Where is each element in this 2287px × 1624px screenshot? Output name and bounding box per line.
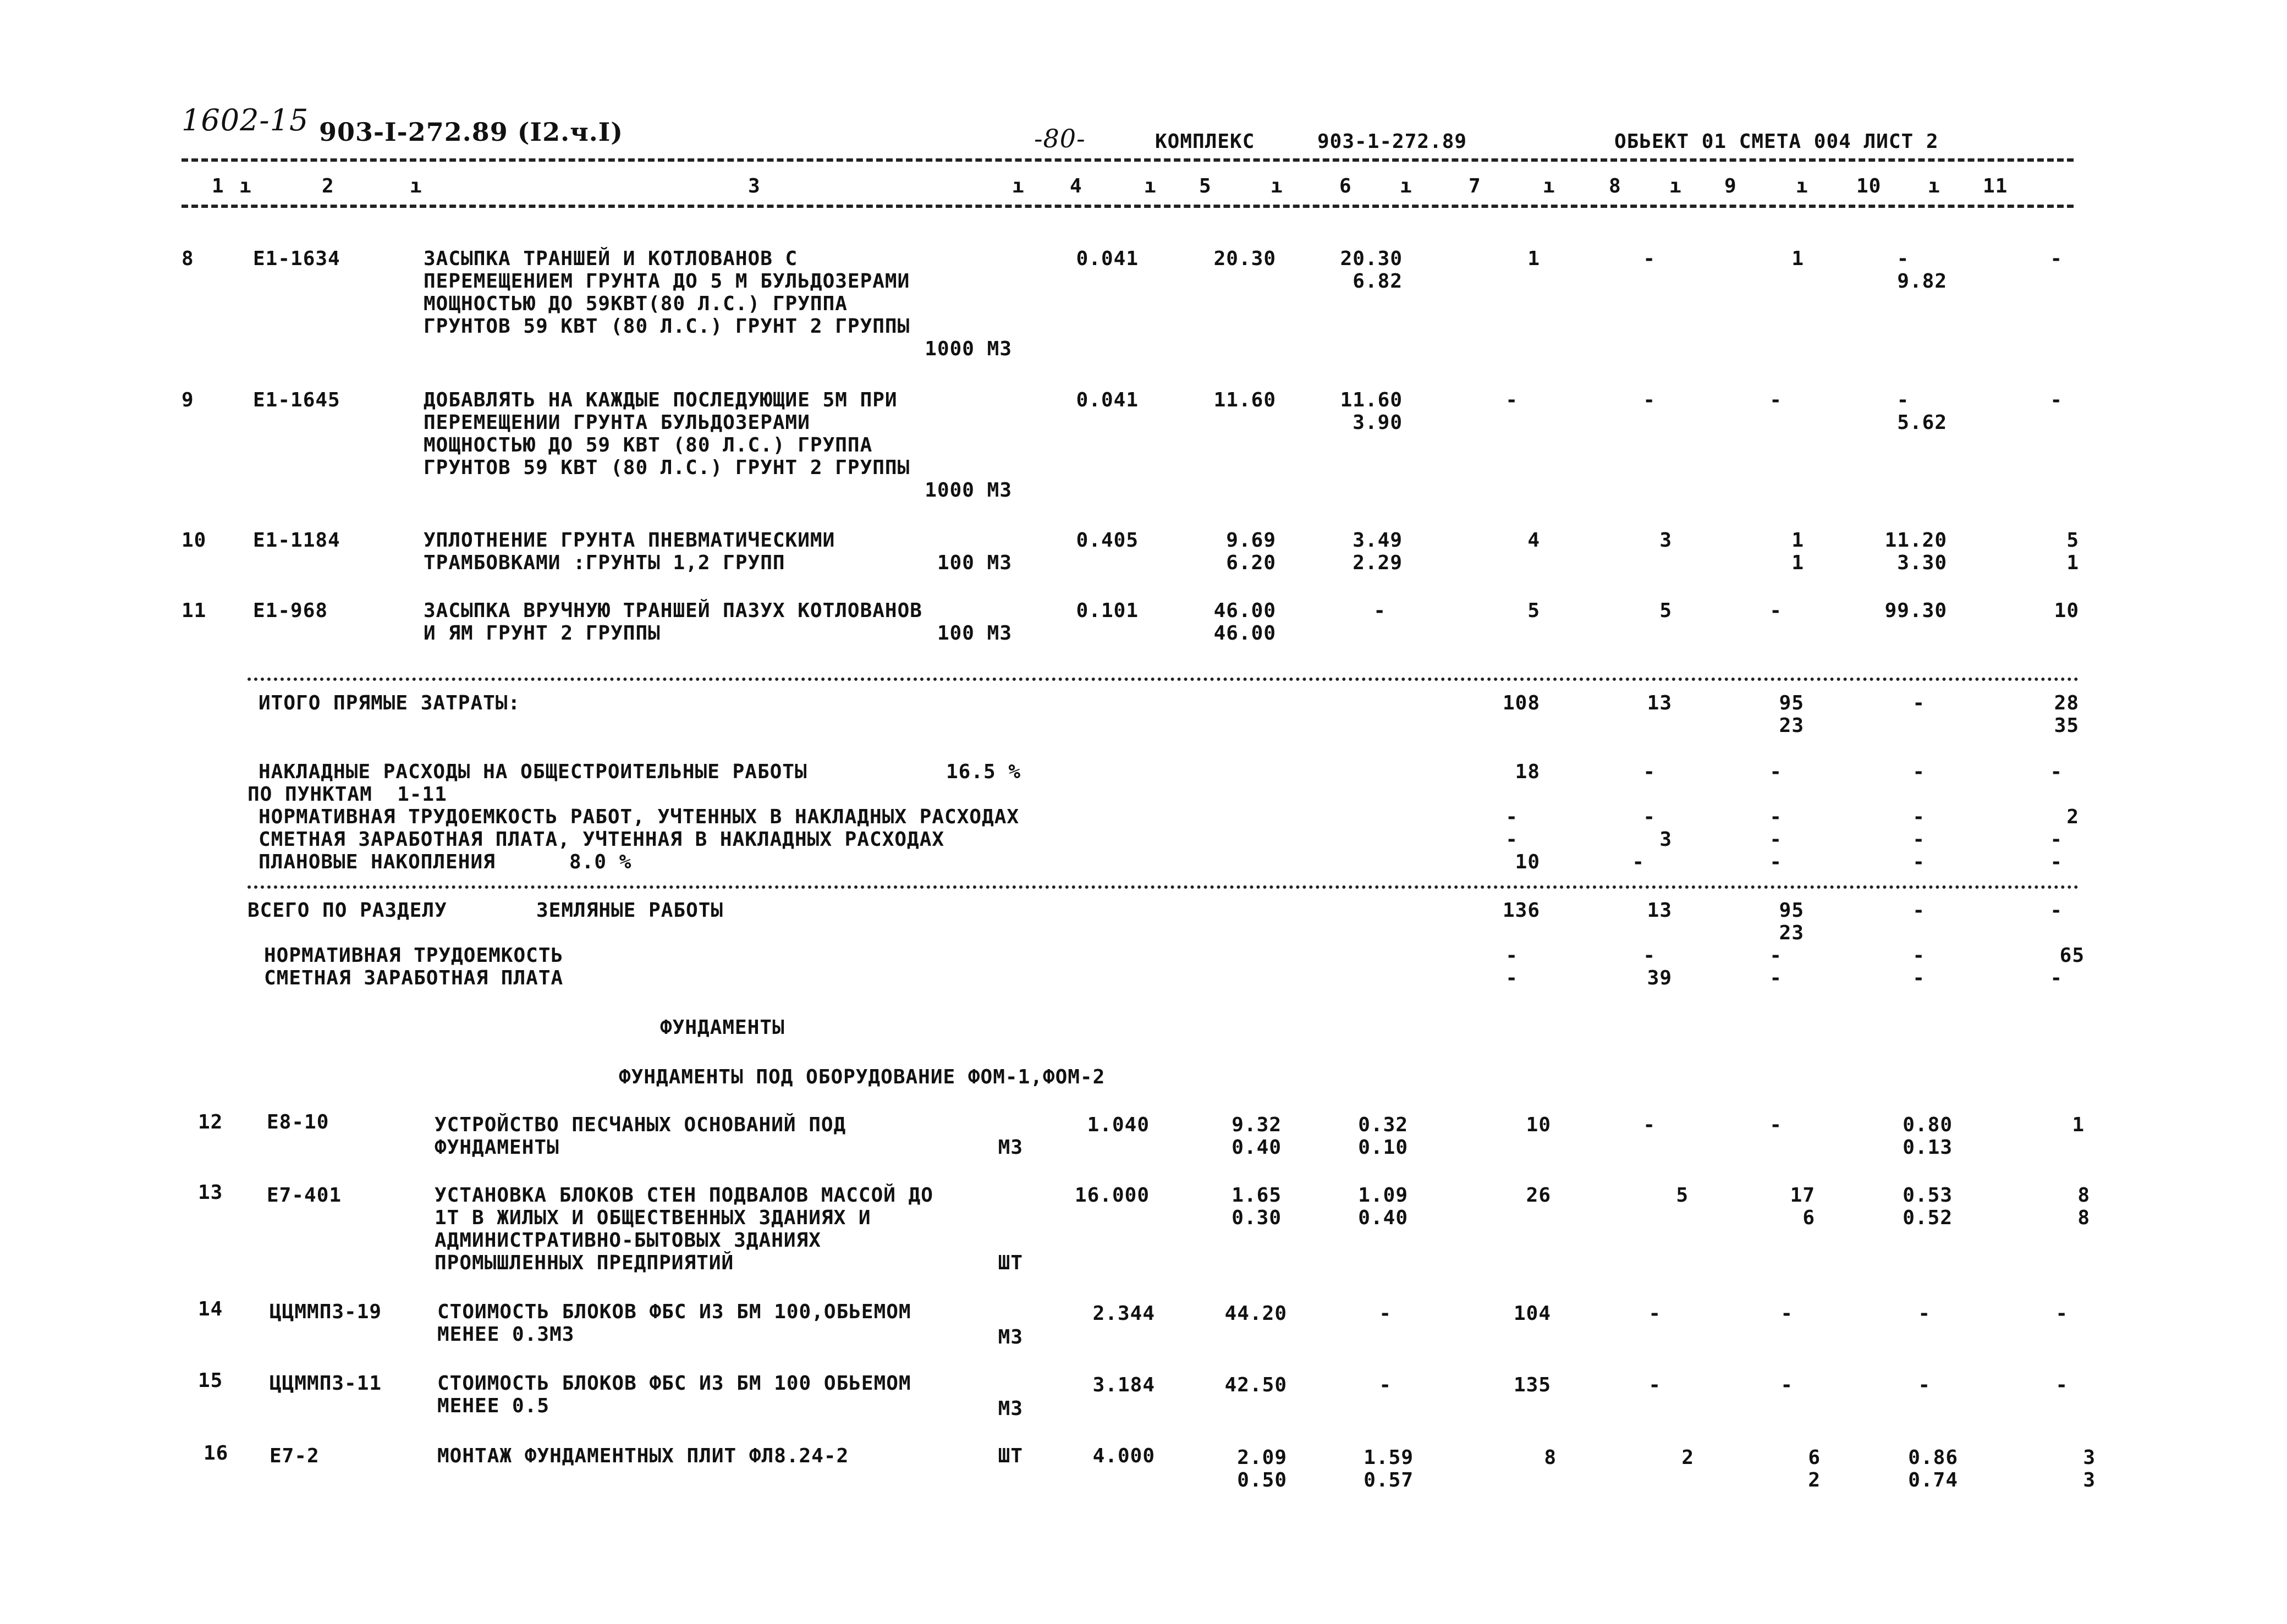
row-c7: -	[1505, 389, 1518, 411]
row-c9: 2	[1808, 1469, 1821, 1491]
row-c7: 8	[1544, 1446, 1557, 1469]
row-unit: ШТ	[998, 1252, 1023, 1274]
row-c7: 104	[1513, 1302, 1551, 1325]
row-c6: 6.82	[1353, 270, 1403, 293]
planned-savings-percent: 8.0 %	[569, 851, 632, 873]
row-unit-cost: 0.40	[1232, 1136, 1282, 1159]
row-code: Е7-2	[270, 1445, 320, 1467]
row-desc-line: УСТАНОВКА БЛОКОВ СТЕН ПОДВАЛОВ МАССОЙ ДО	[435, 1184, 933, 1207]
row-desc-line: СТОИМОСТЬ БЛОКОВ ФБС ИЗ БМ 100 ОБЬЕМОМ	[437, 1372, 911, 1395]
object-info: ОБЬЕКТ 01 СМЕТА 004 ЛИСТ 2	[1614, 130, 1939, 153]
row-desc-line: ЗАСЫПКА ВРУЧНУЮ ТРАНШЕЙ ПАЗУХ КОТЛОВАНОВ	[424, 599, 922, 622]
row-c10: 3.30	[1897, 552, 1947, 574]
row-desc-line: АДМИНИСТРАТИВНО-БЫТОВЫХ ЗДАНИЯХ	[435, 1229, 821, 1252]
row-unit: 100 М3	[937, 552, 1012, 574]
row-c8: 5	[1659, 599, 1672, 622]
wages-c8: 39	[1647, 967, 1672, 989]
row-c6: 0.57	[1364, 1469, 1414, 1491]
row-c6: 11.60	[1340, 389, 1403, 411]
row-c10: -	[1918, 1374, 1931, 1396]
direct-costs-c10: -	[1912, 692, 1925, 714]
row-quantity: 1.040	[1087, 1114, 1150, 1136]
row-desc-line: МОНТАЖ ФУНДАМЕНТНЫХ ПЛИТ ФЛ8.24-2	[437, 1445, 849, 1467]
row-quantity: 3.184	[1092, 1374, 1155, 1396]
row-c6: 1.09	[1358, 1184, 1408, 1207]
row-unit: ШТ	[998, 1445, 1023, 1467]
row-c11: 3	[2083, 1446, 2096, 1469]
row-number: 14	[198, 1298, 223, 1320]
row-c8: 3	[1659, 529, 1672, 552]
norm-labor-c11: 65	[2059, 944, 2085, 967]
row-unit: 1000 М3	[925, 479, 1012, 502]
row-c8: 5	[1676, 1184, 1689, 1207]
row-code: Е1-968	[253, 599, 328, 622]
row-unit-cost: 20.30	[1213, 247, 1276, 270]
row-unit-cost: 11.60	[1213, 389, 1276, 411]
row-code: ЦЦММП3-11	[270, 1372, 382, 1395]
row-code: Е1-1645	[253, 389, 340, 411]
row-quantity: 0.101	[1076, 599, 1139, 622]
row-desc-line: ГРУНТОВ 59 КВТ (80 Л.С.) ГРУНТ 2 ГРУППЫ	[424, 456, 910, 479]
row-c11: 1	[2066, 552, 2079, 574]
section-title: ФУНДАМЕНТЫ	[660, 1016, 785, 1039]
complex-label: КОМПЛЕКС	[1155, 130, 1255, 153]
row-quantity: 16.000	[1074, 1184, 1150, 1207]
norm-labor-c7: -	[1505, 944, 1518, 967]
row-desc-line: ФУНДАМЕНТЫ	[435, 1136, 559, 1159]
row-c10: 5.62	[1897, 411, 1947, 434]
row-c9: -	[1780, 1374, 1793, 1396]
row-code: ЦЦММП3-19	[270, 1301, 382, 1323]
row-unit: М3	[998, 1326, 1023, 1348]
planned-savings-label: ПЛАНОВЫЕ НАКОПЛЕНИЯ	[259, 851, 496, 873]
direct-costs-c9: 95	[1779, 692, 1804, 714]
row-c8: -	[1643, 247, 1656, 270]
row-c9: 6	[1808, 1446, 1821, 1469]
direct-costs-c8: 13	[1647, 692, 1672, 714]
row-desc-line: 1Т В ЖИЛЫХ И ОБЩЕСТВЕННЫХ ЗДАНИЯХ И	[435, 1207, 871, 1229]
row-c9: 6	[1802, 1207, 1815, 1229]
row-quantity: 0.041	[1076, 389, 1139, 411]
norm-labor-overhead-c10: -	[1912, 806, 1925, 828]
row-c9: -	[1769, 1114, 1782, 1136]
overhead-c7: 18	[1515, 761, 1540, 783]
handwritten-reference: 1602-15	[182, 103, 309, 137]
header-rule-bottom	[182, 205, 2074, 208]
row-c6: 0.10	[1358, 1136, 1408, 1159]
direct-costs-label: ИТОГО ПРЯМЫЕ ЗАТРАТЫ:	[259, 692, 521, 714]
norm-labor-overhead-c9: -	[1769, 806, 1782, 828]
row-c11: 1	[2072, 1114, 2085, 1136]
row-c8: 2	[1681, 1446, 1694, 1469]
norm-labor-c8: -	[1643, 944, 1656, 967]
row-desc-line: ТРАМБОВКАМИ :ГРУНТЫ 1,2 ГРУПП	[424, 552, 785, 574]
row-quantity: 0.405	[1076, 529, 1139, 552]
row-c7: 4	[1527, 529, 1540, 552]
row-c7: 26	[1526, 1184, 1551, 1207]
page-number: -80-	[1034, 124, 1086, 153]
norm-labor-overhead-c7: -	[1505, 806, 1518, 828]
row-c6: -	[1373, 599, 1386, 622]
planned-savings-c11: -	[2050, 851, 2063, 873]
wages-overhead-c11: -	[2050, 828, 2063, 851]
wages-c11: -	[2050, 967, 2063, 989]
row-unit-cost: 9.32	[1232, 1114, 1282, 1136]
row-c10: -	[1896, 247, 1910, 270]
row-number: 12	[198, 1111, 223, 1133]
section-total-c10: -	[1912, 899, 1925, 922]
row-unit-cost: 2.09	[1237, 1446, 1287, 1469]
wages-c7: -	[1505, 967, 1518, 989]
row-number: 15	[198, 1369, 223, 1392]
row-quantity: 0.041	[1076, 247, 1139, 270]
row-c6: -	[1379, 1374, 1392, 1396]
section-total-c9: 95	[1779, 899, 1804, 922]
row-unit: М3	[998, 1136, 1023, 1159]
row-c10: 0.53	[1903, 1184, 1953, 1207]
row-c7: 135	[1513, 1374, 1551, 1396]
complex-number: 903-1-272.89	[1317, 130, 1467, 153]
row-c9: -	[1769, 389, 1782, 411]
row-desc-line: ДОБАВЛЯТЬ НА КАЖДЫЕ ПОСЛЕДУЮЩИЕ 5М ПРИ	[424, 389, 898, 411]
document-number: 903-I-272.89 (I2.ч.I)	[319, 117, 624, 147]
row-c10: 0.52	[1903, 1207, 1953, 1229]
row-c8: -	[1643, 1114, 1656, 1136]
row-unit-cost: 44.20	[1224, 1302, 1287, 1325]
row-unit-cost: 46.00	[1213, 599, 1276, 622]
by-items-label: ПО ПУНКТАМ 1-11	[248, 783, 447, 806]
row-c9: 1	[1791, 552, 1804, 574]
row-c6: -	[1379, 1302, 1392, 1325]
row-c9: 17	[1790, 1184, 1815, 1207]
row-c11: 8	[2077, 1207, 2090, 1229]
row-number: 10	[182, 529, 207, 552]
overhead-c9: -	[1769, 761, 1782, 783]
wages-c9: -	[1769, 967, 1782, 989]
norm-labor-c9: -	[1769, 944, 1782, 967]
row-c11: 10	[2054, 599, 2079, 622]
row-c10: -	[1896, 389, 1910, 411]
row-unit-cost: 0.30	[1232, 1207, 1282, 1229]
wages-c10: -	[1912, 967, 1925, 989]
wages-overhead-c10: -	[1912, 828, 1925, 851]
row-desc-line: И ЯМ ГРУНТ 2 ГРУППЫ	[424, 622, 661, 645]
direct-costs-c11: 28	[2054, 692, 2079, 714]
row-c9: -	[1769, 599, 1782, 622]
row-c8: -	[1643, 389, 1656, 411]
row-c10: 0.80	[1903, 1114, 1953, 1136]
row-code: Е7-401	[267, 1184, 342, 1207]
row-desc-line: МОЩНОСТЬЮ ДО 59 КВТ (80 Л.С.) ГРУППА	[424, 434, 873, 456]
row-c7: 1	[1527, 247, 1540, 270]
wages-overhead-c9: -	[1769, 828, 1782, 851]
row-c6: 3.90	[1353, 411, 1403, 434]
row-c8: -	[1648, 1302, 1661, 1325]
row-unit-cost: 42.50	[1224, 1374, 1287, 1396]
row-number: 13	[198, 1181, 223, 1204]
row-c11: 5	[2066, 529, 2079, 552]
row-number: 16	[204, 1442, 229, 1465]
row-unit-cost: 46.00	[1213, 622, 1276, 645]
planned-savings-c10: -	[1912, 851, 1925, 873]
row-c11: -	[2050, 247, 2063, 270]
overhead-c10: -	[1912, 761, 1925, 783]
row-unit-cost: 1.65	[1232, 1184, 1282, 1207]
norm-labor-overhead-c8: -	[1643, 806, 1656, 828]
overhead-c11: -	[2050, 761, 2063, 783]
row-c11: 3	[2083, 1469, 2096, 1491]
header-rule-top	[182, 158, 2074, 162]
row-desc-line: ПРОМЫШЛЕННЫХ ПРЕДПРИЯТИЙ	[435, 1252, 734, 1274]
wages-overhead-c7: -	[1505, 828, 1518, 851]
row-code: Е1-1634	[253, 247, 340, 270]
overhead-label: НАКЛАДНЫЕ РАСХОДЫ НА ОБЩЕСТРОИТЕЛЬНЫЕ РАБОТЫ	[259, 761, 807, 783]
row-c9: 1	[1791, 529, 1804, 552]
row-desc-line: ПЕРЕМЕЩЕНИИ ГРУНТА БУЛЬДОЗЕРАМИ	[424, 411, 810, 434]
row-number: 9	[182, 389, 194, 411]
row-quantity: 4.000	[1092, 1445, 1155, 1467]
row-code: Е1-1184	[253, 529, 340, 552]
row-desc-line: УПЛОТНЕНИЕ ГРУНТА ПНЕВМАТИЧЕСКИМИ	[424, 529, 835, 552]
section-total-label: ВСЕГО ПО РАЗДЕЛУ	[248, 899, 447, 922]
norm-labor-overhead-c11: 2	[2066, 806, 2079, 828]
row-c10: 0.74	[1908, 1469, 1958, 1491]
row-unit: 1000 М3	[925, 338, 1012, 360]
row-c11: -	[2055, 1302, 2068, 1325]
dotted-rule	[248, 885, 2079, 889]
overhead-percent: 16.5 %	[946, 761, 1021, 783]
section-total-name: ЗЕМЛЯНЫЕ РАБОТЫ	[536, 899, 724, 922]
dotted-rule	[248, 678, 2079, 681]
row-c10: 11.20	[1884, 529, 1947, 552]
row-c7: 5	[1527, 599, 1540, 622]
direct-costs-c9: 23	[1779, 714, 1804, 737]
row-c10: 99.30	[1884, 599, 1947, 622]
row-c11: 8	[2077, 1184, 2090, 1207]
row-desc-line: МЕНЕЕ 0.5	[437, 1395, 550, 1417]
row-c8: -	[1648, 1374, 1661, 1396]
section-total-c9: 23	[1779, 922, 1804, 944]
row-c6: 0.40	[1358, 1207, 1408, 1229]
row-unit-cost: 0.50	[1237, 1469, 1287, 1491]
overhead-c8: -	[1643, 761, 1656, 783]
row-code: Е8-10	[267, 1111, 329, 1133]
row-c11: -	[2050, 389, 2063, 411]
norm-labor-label: НОРМАТИВНАЯ ТРУДОЕМКОСТЬ	[264, 944, 564, 967]
norm-labor-c10: -	[1912, 944, 1925, 967]
row-unit: 100 М3	[937, 622, 1012, 645]
row-unit-cost: 6.20	[1226, 552, 1276, 574]
row-quantity: 2.344	[1092, 1302, 1155, 1325]
planned-savings-c8: -	[1632, 851, 1645, 873]
row-unit: М3	[998, 1397, 1023, 1420]
row-c10: -	[1918, 1302, 1931, 1325]
direct-costs-c7: 108	[1502, 692, 1540, 714]
row-c10: 9.82	[1897, 270, 1947, 293]
wages-overhead-c8: 3	[1659, 828, 1672, 851]
row-number: 8	[182, 247, 194, 270]
row-c6: 1.59	[1364, 1446, 1414, 1469]
norm-labor-overhead-label: НОРМАТИВНАЯ ТРУДОЕМКОСТЬ РАБОТ, УЧТЕННЫХ В НАКЛАДНЫХ РАСХОДАХ	[259, 806, 1020, 828]
row-c10: 0.13	[1903, 1136, 1953, 1159]
section-total-c7: 136	[1502, 899, 1540, 922]
wages-label: СМЕТНАЯ ЗАРАБОТНАЯ ПЛАТА	[264, 967, 564, 989]
row-c6: 3.49	[1353, 529, 1403, 552]
row-desc-line: МОЩНОСТЬЮ ДО 59КВТ(80 Л.С.) ГРУППА	[424, 293, 848, 315]
row-c6: 0.32	[1358, 1114, 1408, 1136]
section-total-c11: -	[2050, 899, 2063, 922]
direct-costs-c11: 35	[2054, 714, 2079, 737]
row-desc-line: СТОИМОСТЬ БЛОКОВ ФБС ИЗ БМ 100,ОБЬЕМОМ	[437, 1301, 911, 1323]
row-c6: 20.30	[1340, 247, 1403, 270]
row-c11: -	[2055, 1374, 2068, 1396]
row-number: 11	[182, 599, 207, 622]
row-desc-line: ПЕРЕМЕЩЕНИЕМ ГРУНТА ДО 5 М БУЛЬДОЗЕРАМИ	[424, 270, 910, 293]
section-total-c8: 13	[1647, 899, 1672, 922]
planned-savings-c9: -	[1769, 851, 1782, 873]
wages-overhead-label: СМЕТНАЯ ЗАРАБОТНАЯ ПЛАТА, УЧТЕННАЯ В НАКЛАДНЫХ РАСХОДАХ	[259, 828, 945, 851]
row-desc-line: МЕНЕЕ 0.3М3	[437, 1323, 575, 1346]
planned-savings-c7: 10	[1515, 851, 1540, 873]
row-c10: 0.86	[1908, 1446, 1958, 1469]
row-unit-cost: 9.69	[1226, 529, 1276, 552]
row-c6: 2.29	[1353, 552, 1403, 574]
row-c7: 10	[1526, 1114, 1551, 1136]
estimate-sheet: 1602-15 903-I-272.89 (I2.ч.I) -80- КОМПЛЕКС 903-1-272.89 ОБЬЕКТ 01 СМЕТА 004 ЛИСТ 2 1 ı 2 ı 3 ı 4 ı 5 ı 6 ı 7 ı 8 ı 9 ı 10 ı 11 8 Е1-1634 ЗАСЫПКА ТРАНШЕЙ И КОТЛОВАНОВ С ПЕРЕМЕЩЕНИЕМ ГРУНТА ДО 5 М БУЛЬДОЗЕРАМИ МОЩНОСТЬЮ ДО 59КВТ(80 Л.С.) ГРУППА ГРУНТОВ 59 КВТ (80 Л.С.) ГРУНТ 2 ГРУППЫ 1000 М3 0.041 20.30 20.30 6.82 1 - 1 - 9.82 - 9 Е1-1645 ДОБАВЛЯТЬ НА КАЖДЫЕ ПОСЛЕДУЮЩИЕ 5М ПРИ ПЕРЕМЕЩЕНИИ ГРУНТА БУЛЬДОЗЕРАМИ МОЩНОСТЬЮ ДО 59 КВТ (80 Л.С.) ГРУППА ГРУНТОВ 59 КВТ (80 Л.С.) ГРУНТ 2 ГРУППЫ 1000 М3 0.041 11.60 11.60 3.90 - - - - 5.62 - 10 Е1-1184 УПЛОТНЕНИЕ ГРУНТА ПНЕВМАТИЧЕСКИМИ ТРАМБОВКАМИ :ГРУНТЫ 1,2 ГРУПП 100 М3 0.405 9.69 6.20 3.49 2.29 4 3 1 1 11.20 3.30 5 1 11 Е1-968 ЗАСЫПКА ВРУЧНУЮ ТРАНШЕЙ ПАЗУХ КОТЛОВАНОВ И ЯМ ГРУНТ 2 ГРУППЫ 100 М3 0.101 46.00 46.00 - 5 5 - 99.30 10 ИТОГО ПРЯМЫЕ ЗАТРАТЫ: 108 13 95 23 - 28 35 НАКЛАДНЫЕ РАСХОДЫ НА ОБЩЕСТРОИТЕЛЬНЫЕ РАБОТЫ 16.5 % 18 - - - - ПО ПУНКТАМ 1-11 НОРМАТИВНАЯ ТРУДОЕМКОСТЬ РАБОТ, УЧТЕННЫХ В НАКЛАДНЫХ РАСХОДАХ - - - - 2 СМЕТНАЯ ЗАРАБОТНАЯ ПЛАТА, УЧТЕННАЯ В НАКЛАДНЫХ РАСХОДАХ - 3 - - - ПЛАНОВЫЕ НАКОПЛЕНИЯ 8.0 % 10 - - - - ВСЕГО ПО РАЗДЕЛУ ЗЕМЛЯНЫЕ РАБОТЫ 136 13 95 23 - - НОРМАТИВНАЯ ТРУДОЕМКОСТЬ - - - - 65 СМЕТНАЯ ЗАРАБОТНАЯ ПЛАТА - 39 - - - ФУНДАМЕНТЫ ФУНДАМЕНТЫ ПОД ОБОРУДОВАНИЕ ФОМ-1,ФОМ-2 12 Е8-10 УСТРОЙСТВО ПЕСЧАНЫХ ОСНОВАНИЙ ПОД ФУНДАМЕНТЫ М3 1.040 9.32 0.40 0.32 0.10 10 - - 0.80 0.13 1 13 Е7-401 УСТАНОВКА БЛОКОВ СТЕН ПОДВАЛОВ МАССОЙ ДО 1Т В ЖИЛЫХ И ОБЩЕСТВЕННЫХ ЗДАНИЯХ И АДМИНИСТРАТИВНО-БЫТОВЫХ ЗДАНИЯХ ПРОМЫШЛЕННЫХ ПРЕДПРИЯТИЙ ШТ 16.000 1.65 0.30 1.09 0.40 26 5 17 6 0.53 0.52 8 8 14 ЦЦММП3-19 СТОИМОСТЬ БЛОКОВ ФБС ИЗ БМ 100,ОБЬЕМОМ МЕНЕЕ 0.3М3 М3 2.344 44.20 - 104 - - - - 15 ЦЦММП3-11 СТОИМОСТЬ БЛОКОВ ФБС ИЗ БМ 100 ОБЬЕМОМ МЕНЕЕ 0.5 М3 3.184 42.50 - 135 - - - - 16 Е7-2 МОНТАЖ ФУНДАМЕНТНЫХ ПЛИТ ФЛ8.24-2 ШТ 4.000 2.09 0.50 1.59 0.57 8 2 6 2 0.86 0.74 3 3	[182, 103, 2096, 1491]
row-desc-line: ЗАСЫПКА ТРАНШЕЙ И КОТЛОВАНОВ С	[424, 247, 798, 270]
row-c9: -	[1780, 1302, 1793, 1325]
row-c9: 1	[1791, 247, 1804, 270]
row-desc-line: УСТРОЙСТВО ПЕСЧАНЫХ ОСНОВАНИЙ ПОД	[435, 1114, 846, 1136]
section-subtitle: ФУНДАМЕНТЫ ПОД ОБОРУДОВАНИЕ ФОМ-1,ФОМ-2	[619, 1066, 1106, 1088]
row-desc-line: ГРУНТОВ 59 КВТ (80 Л.С.) ГРУНТ 2 ГРУППЫ	[424, 315, 910, 338]
